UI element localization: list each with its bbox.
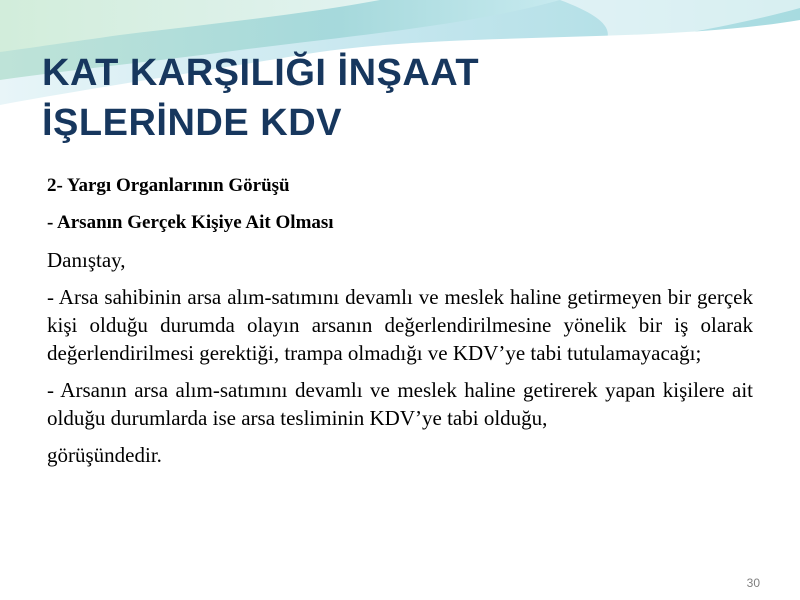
paragraph-end: görüşündedir.: [47, 443, 162, 467]
slide-title: [42, 48, 742, 148]
section-heading: 2- Yargı Organlarının Görüşü: [47, 175, 290, 196]
title-line-2: İŞLERİNDE KDV: [42, 102, 342, 144]
paragraph-2: - Arsanın arsa alım-satımını devamlı ve meslek haline getirerek yapan kişilere ait olduğu durumlarda ise arsa tesliminin KDV’ye tabi olduğu,: [47, 378, 753, 430]
page-number: 30: [746, 576, 760, 590]
paragraph-1: - Arsa sahibinin arsa alım-satımını devamlı ve meslek haline getirmeyen bir gerçek kişi olduğu durumda olayın arsanın değerlendirilmesine yönelik bir iş olarak değerlendirilmesi gerektiği, trampa olmadığı ve KDV’ye tabi tutulamayacağı;: [47, 285, 753, 365]
paragraph-intro: Danıştay,: [47, 248, 126, 272]
slide-content: [47, 172, 753, 478]
subsection-heading: - Arsanın Gerçek Kişiye Ait Olması: [47, 212, 334, 233]
title-line-1: KAT KARŞILIĞI İNŞAAT: [42, 52, 480, 94]
